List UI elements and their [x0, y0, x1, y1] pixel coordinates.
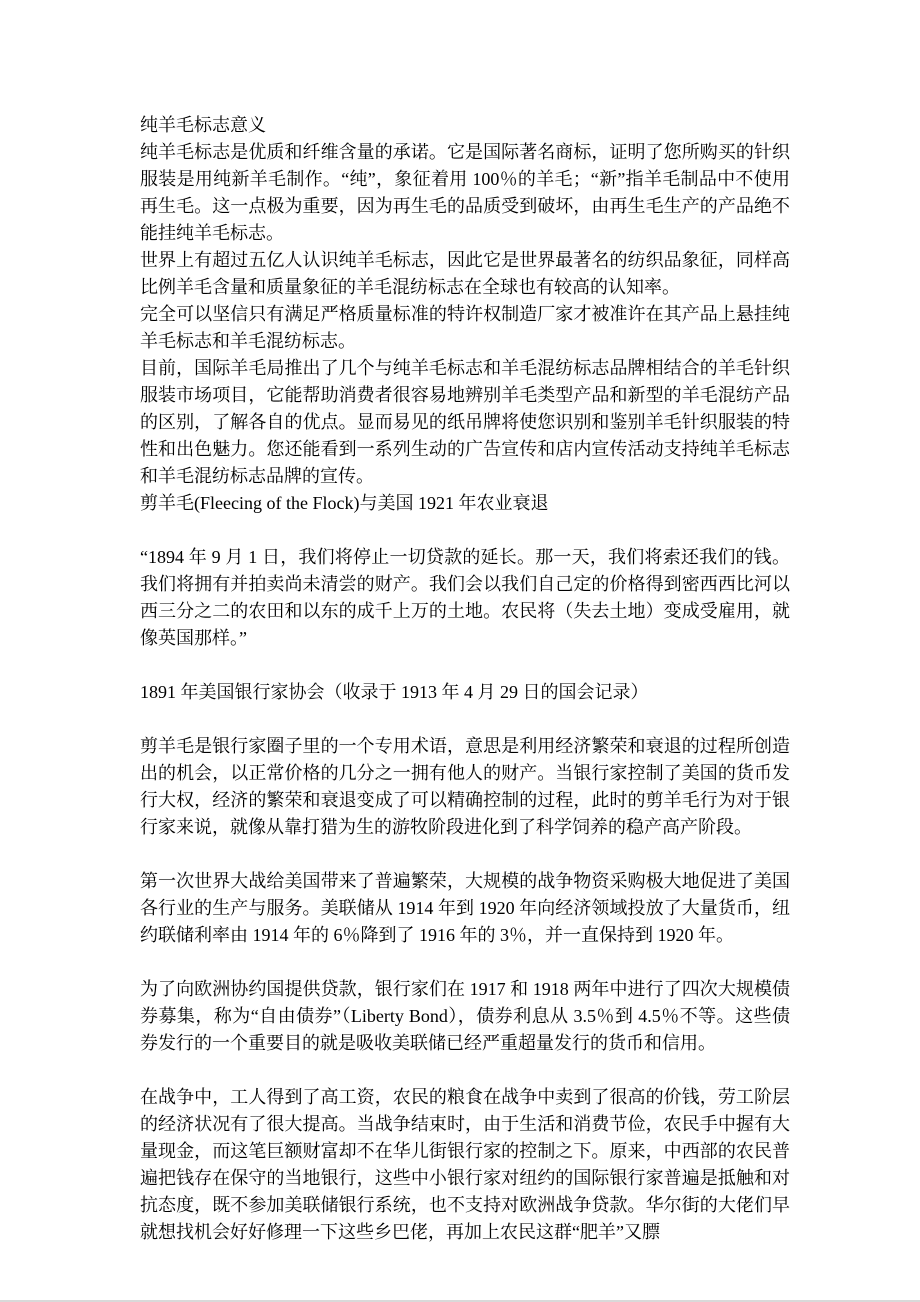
paragraph: 世界上有超过五亿人认识纯羊毛标志，因此它是世界最著名的纺织品象征，同样高比例羊毛含量和质量象征的羊毛混纺标志在全球也有较高的认知率。 [140, 250, 790, 297]
paragraph: 第一次世界大战给美国带来了普遍繁荣，大规模的战争物资采购极大地促进了美国各行业的生产与服务。美联储从 1914 年到 1920 年向经济领域投放了大量货币，纽约联储利率由 1914 年的 6％降到了 1916 年的 3％，并一直保持到 1920 年。 [140, 871, 790, 945]
blank-line [140, 841, 790, 868]
doc-title: 纯羊毛标志意义 [140, 115, 266, 135]
paragraph: 目前，国际羊毛局推出了几个与纯羊毛标志和羊毛混纺标志品牌相结合的羊毛针织服装市场项目，它能帮助消费者很容易地辨别羊毛类型产品和新型的羊毛混纺产品的区别，了解各自的优点。显而易见的纸吊牌将使您识别和鉴别羊毛针织服装的特性和出色魅力。您还能看到一系列生动的广告宣传和店内宣传活动支持纯羊毛标志和羊毛混纺标志品牌的宣传。 [140, 358, 790, 486]
paragraph: 纯羊毛标志是优质和纤维含量的承诺。它是国际著名商标，证明了您所购买的针织服装是用纯新羊毛制作。“纯”，象征着用 100％的羊毛；“新”指羊毛制品中不使用再生毛。这一点极为重要，因为再生毛的品质受到破坏，由再生毛生产的产品绝不能挂纯羊毛标志。 [140, 142, 790, 243]
paragraph: 剪羊毛是银行家圈子里的一个专用术语，意思是利用经济繁荣和衰退的过程所创造出的机会，以正常价格的几分之一拥有他人的财产。当银行家控制了美国的货币发行大权，经济的繁荣和衰退变成了可以精确控制的过程，此时的剪羊毛行为对于银行家来说，就像从靠打猎为生的游牧阶段进化到了科学饲养的稳产高产阶段。 [140, 736, 790, 837]
blank-line [140, 652, 790, 679]
document-body [140, 112, 790, 1246]
blank-line [140, 949, 790, 976]
quote-paragraph: “1894 年 9 月 1 日，我们将停止一切贷款的延长。那一天，我们将索还我们的钱。我们将拥有并拍卖尚未清尝的财产。我们会以我们自己定的价格得到密西西比河以西三分之二的农田和以东的成千上万的土地。农民将（失去土地）变成受雇用，就像英国那样。” [140, 547, 790, 648]
blank-line [140, 517, 790, 544]
section-heading: 剪羊毛(Fleecing of the Flock)与美国 1921 年农业衰退 [140, 493, 549, 513]
paragraph: 完全可以坚信只有满足严格质量标准的特许权制造厂家才被准许在其产品上悬挂纯羊毛标志和羊毛混纺标志。 [140, 304, 790, 351]
paragraph: 为了向欧洲协约国提供贷款，银行家们在 1917 和 1918 两年中进行了四次大规模债券募集，称为“自由债券”（Liberty Bond），债券利息从 3.5％到 4.5％不等。这些债券发行的一个重要目的就是吸收美联储已经严重超量发行的货币和信用。 [140, 979, 790, 1053]
blank-line [140, 706, 790, 733]
paragraph: 在战争中，工人得到了高工资，农民的粮食在战争中卖到了很高的价钱，劳工阶层的经济状况有了很大提高。当战争结束时，由于生活和消费节俭，农民手中握有大量现金，而这笔巨额财富却不在华儿街银行家的控制之下。原来，中西部的农民普遍把钱存在保守的当地银行，这些中小银行家对纽约的国际银行家普遍是抵触和对抗态度，既不参加美联储银行系统，也不支持对欧洲战争贷款。华尔街的大佬们早就想找机会好好修理一下这些乡巴佬，再加上农民这群“肥羊”又膘 [140, 1087, 790, 1242]
attribution-line: 1891 年美国银行家协会（收录于 1913 年 4 月 29 日的国会记录） [140, 682, 649, 702]
blank-line [140, 1057, 790, 1084]
